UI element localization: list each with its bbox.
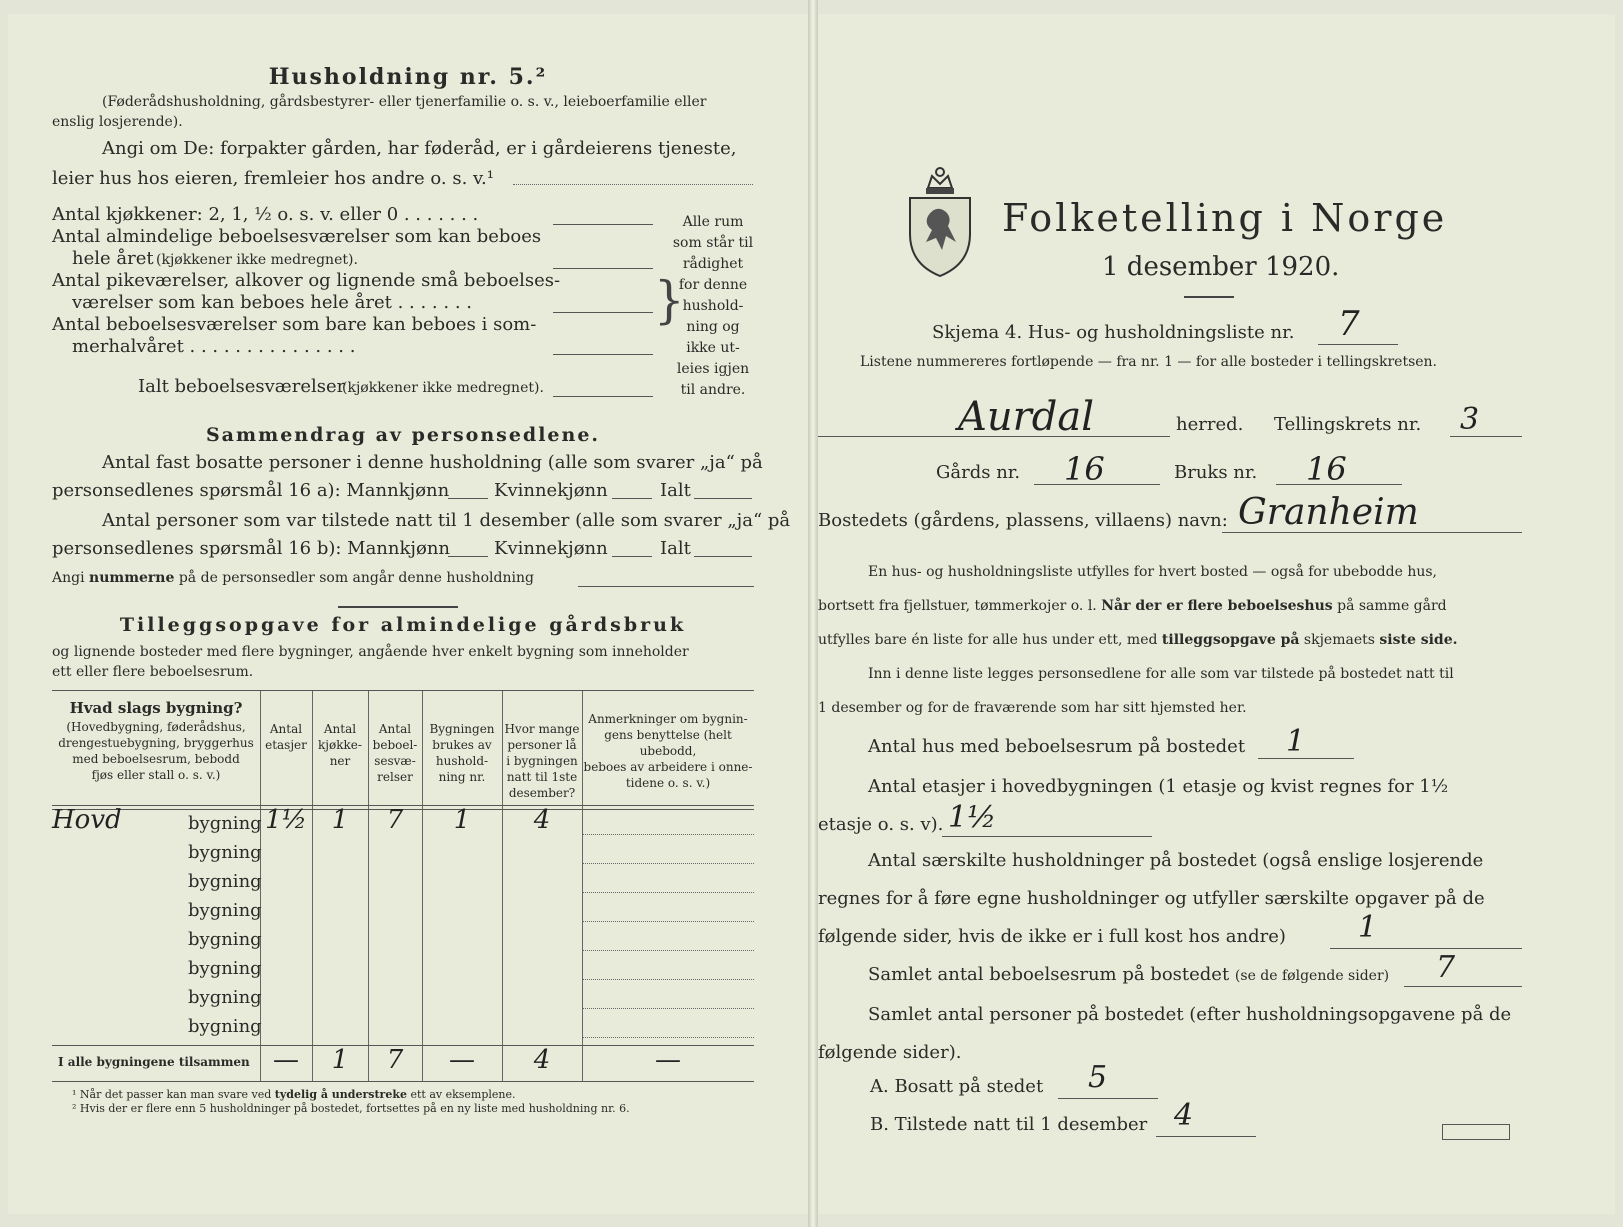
total-cell: 1 <box>331 1045 349 1075</box>
total-cell: — <box>655 1045 681 1075</box>
remarks-line[interactable] <box>582 863 754 864</box>
brace-icon: } <box>654 270 685 330</box>
table-row[interactable] <box>52 838 754 867</box>
census-date: 1 desember 1920. <box>1102 252 1340 282</box>
column-header-line: Bygningen <box>429 722 495 736</box>
instr-3-bold-2: siste side. <box>1379 632 1458 648</box>
total-label: I alle bygningene tilsammen <box>58 1055 250 1069</box>
tillegg-line-2: ett eller flere beboelsesrum. <box>52 664 254 680</box>
table-row[interactable] <box>52 983 754 1012</box>
krets-label: Tellingskrets nr. <box>1274 414 1422 435</box>
column-header-line: brukes av <box>432 738 492 752</box>
side-note-line: for denne <box>678 277 748 293</box>
skjema-nr-line[interactable] <box>1318 344 1398 345</box>
instr-2-post: på samme gård <box>1337 598 1447 614</box>
side-note-line: til andre. <box>680 382 746 398</box>
angi-line-1: Angi om De: forpakter gården, har føderåd, er i gårdeierens tjeneste, <box>102 138 737 159</box>
fast-kvinne-label: Kvinnekjønn <box>494 480 608 501</box>
samlet-rum-main: Samlet antal beboelsesrum på bostedet <box>868 964 1230 985</box>
column-header-line: drengestuebygning, bryggerhus <box>58 736 254 750</box>
column-header-line: Hvad slags bygning? <box>69 699 243 717</box>
instr-3-pre: utfylles bare én liste for alle hus under ett, med <box>818 632 1158 648</box>
pike-label-1: Antal pikeværelser, alkover og lignende små beboelses- <box>52 270 561 291</box>
column-header-line: (Hovedbygning, føderådshus, <box>66 720 246 734</box>
kjokken-label: Antal kjøkkener: 2, 1, ½ o. s. v. eller 0 . . . . . . . <box>52 204 479 225</box>
fast-line-1: Antal fast bosatte personer i denne husholdning (alle som svarer „ja“ på <box>102 452 763 473</box>
column-header-line: Antal <box>378 722 412 736</box>
pike-answer[interactable] <box>553 312 653 313</box>
side-note-line: rådighet <box>682 256 744 272</box>
column-header-line: personer lå <box>507 738 577 752</box>
building-label: bygning <box>188 871 262 892</box>
instr-3-bold: tilleggsopgave på <box>1161 632 1300 648</box>
skjema-label: Skjema 4. Hus- og husholdningsliste nr. <box>932 322 1295 343</box>
section-divider <box>338 606 458 608</box>
building-kind: Hovd <box>52 805 122 835</box>
samlet-pers-line-2: følgende sider). <box>818 1042 962 1063</box>
column-header <box>260 721 312 753</box>
footnote-1 <box>72 1088 516 1101</box>
column-header-line: Anmerkninger om bygnin- <box>588 712 748 726</box>
alm-label-2b: (kjøkkener ikke medregnet). <box>156 252 358 268</box>
footnote-1-bold: tydelig å understreke <box>274 1088 407 1101</box>
listene-note: Listene nummereres fortløpende — fra nr. 1 — for alle bosteder i tellingskretsen. <box>860 354 1438 370</box>
column-header-line: sesvæ- <box>374 754 416 768</box>
column-header-line: desember? <box>508 786 576 800</box>
bosatt-value: 5 <box>1088 1060 1108 1095</box>
total-cell: — <box>273 1045 299 1075</box>
table-row[interactable] <box>52 954 754 983</box>
nummer-bold: nummerne <box>89 570 175 586</box>
nummer-post: på de personsedler som angår denne husholdning <box>178 570 534 586</box>
remarks-line[interactable] <box>582 1008 754 1009</box>
tilst-line-1: Antal personer som var tilstede natt til 1 desember (alle som svarer „ja“ på <box>102 510 791 531</box>
footnote-2: ² Hvis der er flere enn 5 husholdninger på bostedet, fortsettes på en ny liste med husholdning nr. 6. <box>72 1102 630 1115</box>
cell-vaerelser: 7 <box>386 805 404 835</box>
side-note-line: som står til <box>672 235 754 251</box>
tilstede-label: B. Tilstede natt til 1 desember <box>870 1114 1148 1135</box>
instr-line-2 <box>818 598 1447 614</box>
column-header-line: kjøkke- <box>318 738 362 752</box>
tilst-ialt-answer[interactable] <box>694 556 752 557</box>
pike-label-2: værelser som kan beboes hele året . . . . . . . <box>72 292 472 313</box>
building-table <box>52 690 754 1081</box>
saer-value: 1 <box>1358 910 1378 945</box>
instr-2-pre: bortsett fra fjellstuer, tømmerkojer o. l. <box>818 598 1097 614</box>
saer-line[interactable] <box>1330 948 1522 949</box>
column-header <box>52 697 260 783</box>
column-header <box>368 721 422 785</box>
tilst-kvinne-answer[interactable] <box>612 556 652 557</box>
saer-line-1: Antal særskilte husholdninger på bostedet (også enslige losjerende <box>868 850 1484 871</box>
household-title: Husholdning nr. 5.² <box>268 64 548 90</box>
column-header-line: Antal <box>323 722 357 736</box>
column-header-line: beboel- <box>372 738 418 752</box>
column-header <box>422 721 502 785</box>
bruks-value: 16 <box>1306 450 1347 488</box>
column-header-line: med beboelsesrum, bebodd <box>72 752 240 766</box>
title-divider <box>1184 296 1234 298</box>
samlet-rum-value: 7 <box>1436 950 1456 985</box>
samlet-rum-line[interactable] <box>1404 986 1522 987</box>
fast-kvinne-answer[interactable] <box>612 498 652 499</box>
som-answer[interactable] <box>553 354 653 355</box>
instr-line-3 <box>818 632 1458 648</box>
skjema-nr-value: 7 <box>1338 304 1360 344</box>
herred-value: Aurdal <box>958 394 1095 440</box>
bosatt-label: A. Bosatt på stedet <box>870 1076 1044 1097</box>
nummer-line <box>52 570 534 586</box>
column-header-line: Hvor mange <box>504 722 580 736</box>
building-label: bygning <box>188 900 262 921</box>
hus-label: Antal hus med beboelsesrum på bostedet <box>868 736 1246 757</box>
printer-stamp <box>1442 1124 1510 1140</box>
angi-line-2: leier hus hos eieren, fremleier hos andre o. s. v.¹ <box>52 168 494 189</box>
table-row[interactable] <box>52 867 754 896</box>
krets-value: 3 <box>1460 402 1480 437</box>
samlet-pers-line-1: Samlet antal personer på bostedet (efter husholdningsopgavene på de <box>868 1004 1512 1025</box>
column-header-line: etasjer <box>265 738 307 752</box>
column-header-line: beboes av arbeidere i onne- <box>583 760 753 774</box>
building-label: bygning <box>188 813 262 834</box>
building-label: bygning <box>188 958 262 979</box>
bosatt-line[interactable] <box>1058 1098 1158 1099</box>
cell-kjokken: 1 <box>331 805 349 835</box>
side-note-line: hushold- <box>682 298 744 314</box>
remarks-line[interactable] <box>582 1037 754 1038</box>
page-fold <box>808 0 818 1227</box>
column-header <box>312 721 368 769</box>
etasjer-line[interactable] <box>942 836 1152 837</box>
instr-line-4: Inn i denne liste legges personsedlene for alle som var tilstede på bostedet natt til <box>868 666 1454 682</box>
household-intro: (Føderådshusholdning, gårdsbestyrer- eller tjenerfamilie o. s. v., leieboerfamilie eller <box>102 94 707 110</box>
nummer-answer[interactable] <box>578 586 754 587</box>
ialt-label-b: (kjøkkener ikke medregnet). <box>342 380 544 396</box>
alm-label-2: hele året <box>72 248 154 269</box>
side-note-line: leies igjen <box>676 361 750 377</box>
building-label: bygning <box>188 929 262 950</box>
total-cell: — <box>449 1045 475 1075</box>
hus-value: 1 <box>1286 724 1306 759</box>
remarks-line[interactable] <box>582 921 754 922</box>
fast-line-2: personsedlenes spørsmål 16 a): Mannkjønn <box>52 480 450 501</box>
column-header-line: i bygningen <box>506 754 578 768</box>
column-header-line: natt til 1ste <box>506 770 578 784</box>
etasjer-line-2: etasje o. s. v). <box>818 814 944 835</box>
etasjer-value: 1½ <box>948 800 997 835</box>
tilst-line-2: personsedlenes spørsmål 16 b): Mannkjønn <box>52 538 451 559</box>
building-label: bygning <box>188 1016 262 1037</box>
fast-ialt-label: Ialt <box>660 480 691 501</box>
building-label: bygning <box>188 842 262 863</box>
hus-line[interactable] <box>1258 758 1354 759</box>
building-label: bygning <box>188 987 262 1008</box>
tillegg-line-1: og lignende bosteder med flere bygninger, angående hver enkelt bygning som inneholder <box>52 644 689 660</box>
main-title: Folketelling i Norge <box>1002 196 1448 240</box>
sammendrag-heading: Sammendrag av personsedlene. <box>205 424 601 446</box>
total-rule <box>52 1081 754 1082</box>
som-label-1: Antal beboelsesværelser som bare kan beboes i som- <box>52 314 537 335</box>
remarks-line[interactable] <box>582 979 754 980</box>
cell-husholdning: 1 <box>453 805 471 835</box>
footnote-1-pre: ¹ Når det passer kan man svare ved <box>72 1088 272 1101</box>
left-page <box>8 14 808 1214</box>
column-header-line: fjøs eller stall o. s. v.) <box>91 768 221 782</box>
instr-2-bold: Når der er flere beboelseshus <box>1101 598 1333 614</box>
household-intro-2: enslig losjerende). <box>52 114 183 130</box>
nummer-pre: Angi <box>52 570 85 586</box>
samlet-rum-small: (se de følgende sider) <box>1234 968 1390 984</box>
total-cell: 7 <box>386 1045 404 1075</box>
instr-3-mid: skjemaets <box>1303 632 1375 648</box>
norwegian-coat-of-arms-icon <box>906 164 974 280</box>
herred-label: herred. <box>1176 414 1244 435</box>
side-note-line: Alle rum <box>682 214 744 230</box>
table-row[interactable] <box>52 896 754 925</box>
column-header <box>502 721 582 801</box>
tilst-mann-answer[interactable] <box>448 556 488 557</box>
etasjer-line-1: Antal etasjer i hovedbygningen (1 etasje og kvist regnes for 1½ <box>868 776 1449 797</box>
column-header-line: ning nr. <box>438 770 486 784</box>
gards-value: 16 <box>1064 450 1105 488</box>
column-header-line: gens benyttelse (helt ubebodd, <box>604 728 732 758</box>
total-cell: 4 <box>533 1045 551 1075</box>
footnote-1-post: ett av eksemplene. <box>410 1088 516 1101</box>
table-row[interactable] <box>52 1012 754 1041</box>
ialt-label: Ialt beboelsesværelser <box>138 376 346 397</box>
ialt-answer[interactable] <box>553 396 653 397</box>
side-note <box>668 212 758 401</box>
side-note-line: ikke ut- <box>686 340 740 356</box>
remarks-line[interactable] <box>582 950 754 951</box>
column-header <box>582 711 754 791</box>
som-label-2: merhalvåret . . . . . . . . . . . . . . . <box>72 336 356 357</box>
tillegg-heading: Tilleggsopgave for almindelige gårdsbruk <box>119 614 687 636</box>
samlet-rum-label <box>868 964 1389 985</box>
cell-etasjer: 1½ <box>265 805 307 835</box>
tilst-ialt-label: Ialt <box>660 538 691 559</box>
table-row[interactable] <box>52 925 754 954</box>
cell-personer: 4 <box>533 805 551 835</box>
column-header-line: tidene o. s. v.) <box>625 776 711 790</box>
column-header-line: hushold- <box>435 754 489 768</box>
remarks-line[interactable] <box>582 834 754 835</box>
table-row[interactable] <box>52 805 754 838</box>
remarks-line[interactable] <box>582 892 754 893</box>
right-page <box>818 14 1615 1214</box>
fast-ialt-answer[interactable] <box>694 498 752 499</box>
instr-line-5: 1 desember og for de fraværende som har sitt hjemsted her. <box>818 700 1247 716</box>
column-header-line: Antal <box>269 722 303 736</box>
bosted-value: Granheim <box>1238 492 1419 533</box>
tilstede-line[interactable] <box>1156 1136 1256 1137</box>
saer-line-2: regnes for å føre egne husholdninger og utfyller særskilte opgaver på de <box>818 888 1485 909</box>
column-header-line: ner <box>329 754 351 768</box>
bosted-label: Bostedets (gårdens, plassens, villaens) navn: <box>818 510 1228 531</box>
alm-label-1: Antal almindelige beboelsesværelser som kan beboes <box>52 226 542 247</box>
kjokken-answer[interactable] <box>553 224 653 225</box>
instr-line-1: En hus- og husholdningsliste utfylles for hvert bosted — også for ubebodde hus, <box>868 564 1437 580</box>
side-note-line: ning og <box>686 319 740 335</box>
bruks-label: Bruks nr. <box>1174 462 1258 483</box>
saer-line-3: følgende sider, hvis de ikke er i full kost hos andre) <box>818 926 1286 947</box>
column-header-line: relser <box>377 770 413 784</box>
angi-answer-line[interactable] <box>513 184 753 185</box>
tilstede-value: 4 <box>1174 1098 1194 1133</box>
alm-answer[interactable] <box>553 268 653 269</box>
gards-label: Gårds nr. <box>936 462 1021 483</box>
fast-mann-answer[interactable] <box>448 498 488 499</box>
tilst-kvinne-label: Kvinnekjønn <box>494 538 608 559</box>
